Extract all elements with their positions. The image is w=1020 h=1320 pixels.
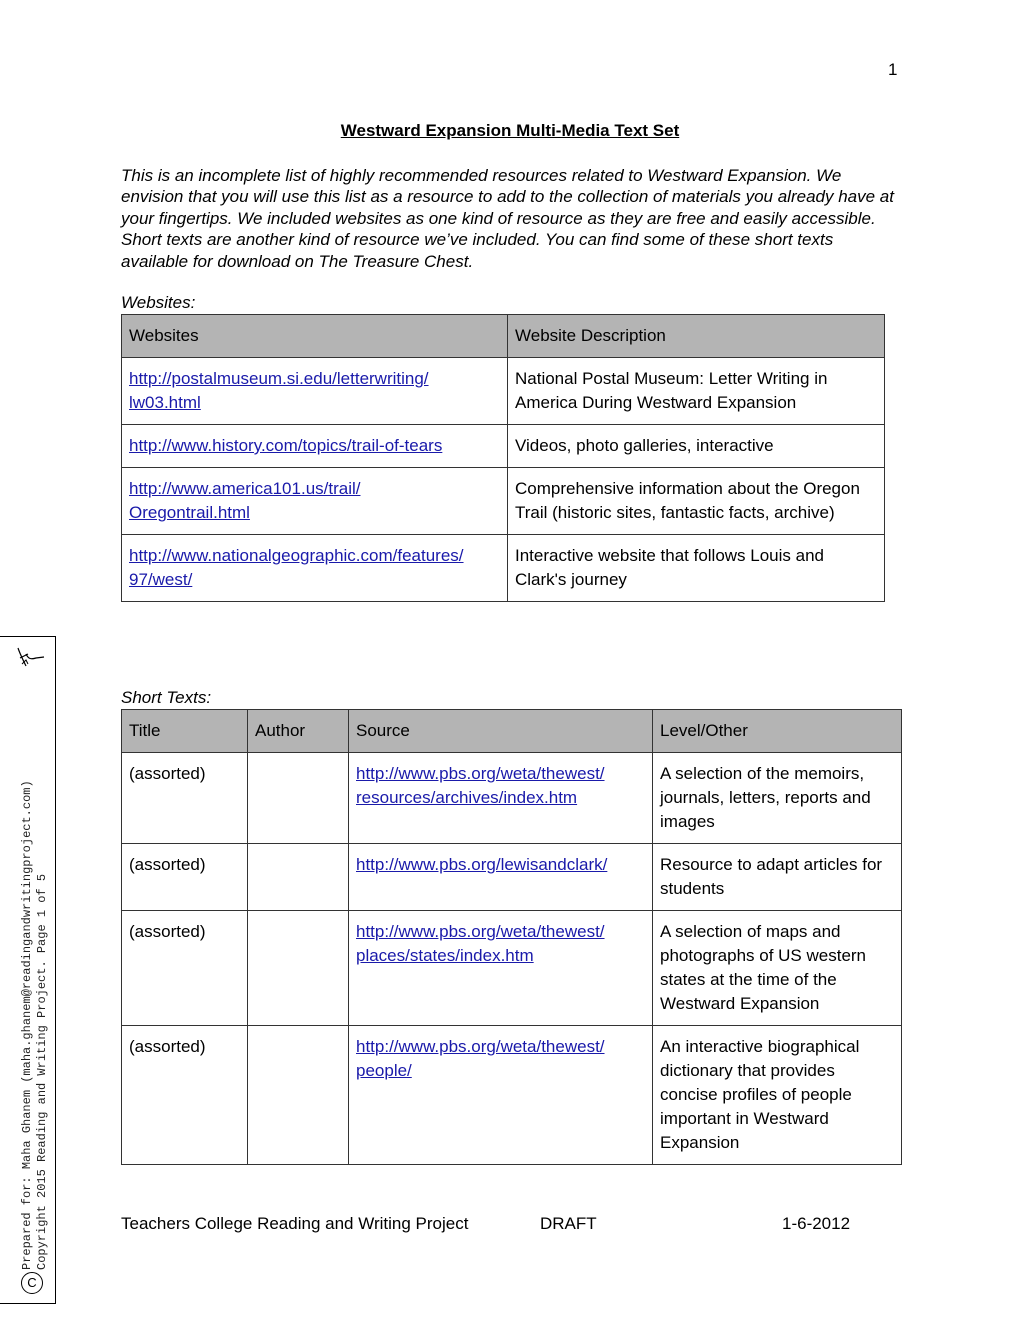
level-cell: Resource to adapt articles for students (653, 844, 902, 911)
intro-paragraph: This is an incomplete list of highly recommended resources related to Westward Expansion. We envision that you will use this list as a resource to add to the collection of materials you already have at your fingertips. We included websites as one kind of resource as they are free and easily accessible. Short texts are another kind of resource we’ve included. You can find some of these short texts available for download on The Treasure Chest. (121, 166, 894, 271)
url-cell (122, 425, 508, 468)
table-row (122, 535, 885, 602)
description-cell: Videos, photo galleries, interactive (508, 425, 885, 468)
link-text[interactable]: http://www.america101.us/trail/ (129, 479, 361, 498)
column-header: Author (248, 710, 349, 753)
level-cell: An interactive biographical dictionary that provides concise profiles of people important in Westward Expansion (653, 1026, 902, 1165)
source-link[interactable] (356, 1037, 605, 1080)
link-text[interactable]: 97/west/ (129, 570, 193, 589)
column-header: Source (349, 710, 653, 753)
page-number: 1 (888, 60, 898, 79)
source-link[interactable] (356, 764, 605, 807)
link-text[interactable]: places/states/index.htm (356, 946, 534, 965)
table-row (122, 1026, 902, 1165)
table-row (122, 425, 885, 468)
source-link[interactable]: http://www.pbs.org/lewisandclark/ (356, 855, 608, 874)
link-text[interactable]: http://www.pbs.org/weta/thewest/ (356, 1037, 605, 1056)
website-link[interactable] (129, 479, 360, 522)
websites-label: Websites: (121, 293, 196, 312)
description-cell: National Postal Museum: Letter Writing in America During Westward Expansion (508, 358, 885, 425)
link-text[interactable]: http://postalmuseum.si.edu/letterwriting/ (129, 369, 429, 388)
signature-icon (14, 644, 48, 672)
source-cell (349, 753, 653, 844)
column-header: Level/Other (653, 710, 902, 753)
source-cell (349, 1026, 653, 1165)
table-row (122, 468, 885, 535)
website-link[interactable]: http://www.history.com/topics/trail-of-tears (129, 436, 443, 455)
author-cell (248, 1026, 349, 1165)
source-link[interactable] (356, 922, 605, 965)
level-cell: A selection of the memoirs, journals, letters, reports and images (653, 753, 902, 844)
table-row (122, 911, 902, 1026)
url-cell (122, 468, 508, 535)
url-cell (122, 358, 508, 425)
footer-org: Teachers College Reading and Writing Project (121, 1214, 469, 1233)
link-text[interactable]: lw03.html (129, 393, 201, 412)
author-cell (248, 911, 349, 1026)
short-texts-label: Short Texts: (121, 688, 212, 707)
link-text[interactable]: Oregontrail.html (129, 503, 250, 522)
link-text[interactable]: http://www.pbs.org/weta/thewest/ (356, 922, 605, 941)
column-header: Title (122, 710, 248, 753)
watermark-line-2: Copyright 2015 Reading and Writing Project. Page 1 of 5 (35, 873, 49, 1270)
copyright-icon: C (21, 1272, 43, 1294)
table-header-row (122, 315, 885, 358)
column-header: Websites (122, 315, 508, 358)
author-cell (248, 844, 349, 911)
link-text[interactable]: resources/archives/index.htm (356, 788, 578, 807)
author-cell (248, 753, 349, 844)
title-cell: (assorted) (122, 1026, 248, 1165)
level-cell: A selection of maps and photographs of US western states at the time of the Westward Expansion (653, 911, 902, 1026)
url-cell (122, 535, 508, 602)
description-cell: Comprehensive information about the Oregon Trail (historic sites, fantastic facts, archive) (508, 468, 885, 535)
title-cell: (assorted) (122, 753, 248, 844)
source-cell (349, 911, 653, 1026)
link-text[interactable]: http://www.pbs.org/weta/thewest/ (356, 764, 605, 783)
website-link[interactable] (129, 546, 464, 589)
footer-status: DRAFT (540, 1214, 597, 1233)
short-texts-table (121, 709, 902, 1165)
source-cell (349, 844, 653, 911)
link-text[interactable]: people/ (356, 1061, 412, 1080)
website-link[interactable] (129, 369, 429, 412)
column-header: Website Description (508, 315, 885, 358)
document-title: Westward Expansion Multi-Media Text Set (340, 121, 680, 140)
footer-date: 1-6-2012 (782, 1214, 851, 1233)
title-cell: (assorted) (122, 911, 248, 1026)
websites-table (121, 314, 885, 602)
watermark-line-1: Prepared for: Maha Ghanem (maha.ghanem@readingandwritingproject.com) (20, 780, 34, 1270)
title-cell: (assorted) (122, 844, 248, 911)
table-row (122, 844, 902, 911)
table-row (122, 358, 885, 425)
table-header-row (122, 710, 902, 753)
link-text[interactable]: http://www.nationalgeographic.com/features/ (129, 546, 464, 565)
watermark-text (20, 780, 50, 1270)
description-cell: Interactive website that follows Louis and Clark's journey (508, 535, 885, 602)
table-row (122, 753, 902, 844)
